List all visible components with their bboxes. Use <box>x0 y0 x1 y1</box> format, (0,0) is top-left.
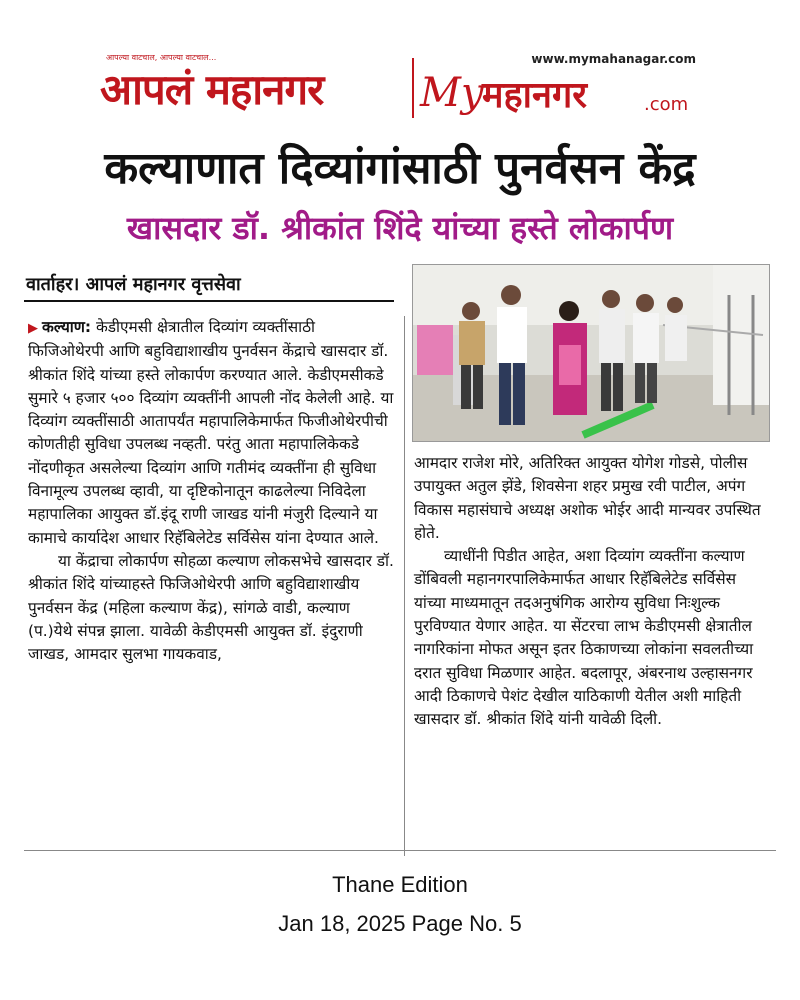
article-paragraph: व्याधींनी पिडीत आहेत, अशा दिव्यांग व्यक्तींना कल्याण डोंबिवली महानगरपालिकेमार्फत आधार रिहॅबिलेटेड सर्विसेस यांच्या माध्यमातून तदअनुषंगिक आरोग्य सुविधा निःशुल्क पुरविण्यात येणार आहेत. या सेंटरचा लाभ केडीएमसी क्षेत्रातील नागरिकांना मोफत असून इतर ठिकाणच्या लोकांना सवलतीच्या दरात सुविधा मिळणार आहेत. बदलापूर, अंबरनाथ उल्हासनगर आदी ठिकाणचे पेशंट देखील याठिकाणी येतील अशी माहिती खासदार डॉ. श्रीकांत शिंदे यांनी यावेळी दिली. <box>414 547 754 729</box>
clipping-bottom-rule <box>24 850 776 851</box>
masthead-tagline: आपल्या वाटचाल, आपल्या वाटचाल... <box>106 53 217 62</box>
edition-label: Thane Edition <box>332 872 468 897</box>
website-name: महानगर <box>482 75 587 116</box>
byline-rule <box>24 300 394 302</box>
lead-triangle-icon: ▶ <box>28 321 38 336</box>
article-column-left <box>28 316 394 666</box>
article-subheadline: खासदार डॉ. श्रीकांत शिंदे यांच्या हस्ते लोकार्पण <box>126 209 674 247</box>
my-script-logo: My <box>420 70 484 116</box>
article-paragraph: आमदार राजेश मोरे, अतिरिक्त आयुक्त योगेश गोडसे, पोलीस उपायुक्त अतुल झेंडे, शिवसेना शहर प्रमुख रवी पाटील, अपंग विकास महासंघाचे अध्यक्ष अशोक भोईर आदी मान्यवर उपस्थित होते. <box>414 454 761 542</box>
article-column-right <box>414 452 768 732</box>
column-divider <box>404 316 405 856</box>
event-photo <box>412 264 770 442</box>
event-photo-image <box>413 265 769 441</box>
article-byline: वार्ताहर। आपलं महानगर वृत्तसेवा <box>26 274 241 295</box>
website-url: www.mymahanagar.com <box>531 52 696 66</box>
article-headline: कल्याणात दिव्यांगांसाठी पुनर्वसन केंद्र <box>104 143 696 194</box>
masthead-divider <box>412 58 414 118</box>
newspaper-clipping <box>16 48 784 860</box>
article-paragraph <box>28 316 394 550</box>
article-paragraph: या केंद्राचा लोकार्पण सोहळा कल्याण लोकसभेचे खासदार डॉ. श्रीकांत शिंदे यांच्याहस्ते फिजिओथेरपी आणि बहुविद्याशाखीय पुनर्वसन केंद्र (महिला कल्याण केंद्र), सांगळे वाडी, कल्याण (प.)येथे संपन्न झाला. यावेळी केडीएमसी आयुक्त डॉ. इंदुराणी जाखड, आमदार सुलभा गायकवाड, <box>28 551 394 664</box>
website-tld: .com <box>644 94 689 115</box>
masthead-right <box>418 50 700 124</box>
newspaper-name: आपलं महानगर <box>100 65 324 114</box>
date-page-label: Jan 18, 2025 Page No. 5 <box>278 911 522 936</box>
masthead <box>100 50 700 124</box>
dateline: कल्याण: <box>42 318 92 336</box>
paragraph-text: केडीएमसी क्षेत्रातील दिव्यांग व्यक्तींसाठी फिजिओथेरपी आणि बहुविद्याशाखीय पुनर्वसन केंद्राचे खासदार डॉ. श्रीकांत शिंदे यांच्या हस्ते लोकार्पण करण्यात आले. केडीएमसीकडे सुमारे ५ हजार ५०० दिव्यांग व्यक्तींनी आपली नोंद केलेली आहे. या दिव्यांग व्यक्तींसाठी आतापर्यंत महापालिकेमार्फत फिजीओथेरपीची कोणतीही सुविधा उपलब्ध नव्हती. परंतु आता महापालिकेकडे नोंदणीकृत असलेल्या दिव्यांग आणि गतीमंद व्यक्तींना ही सुविधा विनामूल्य उपलब्ध व्हावी, या दृष्टिकोनातून काढलेल्या निविदेला महापालिका आयुक्त डॉ.इंदू राणी जाखड यांनी मंजुरी दिल्याने या कामाचे कार्यादेश आधार रिहॅबिलेटेड सर्विसेस यांना देण्यात आले. <box>28 318 394 547</box>
masthead-left <box>100 50 412 124</box>
